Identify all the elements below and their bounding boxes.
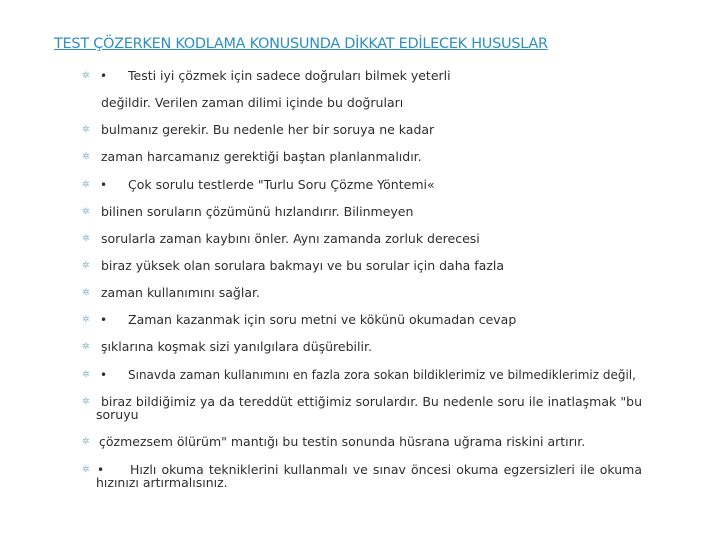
list-item-text: sorularla zaman kaybını önler. Aynı zamanda zorluk derecesi: [101, 231, 480, 246]
asterisk-bullet-icon: ✲: [82, 397, 90, 407]
asterisk-bullet-icon: ✲: [82, 234, 90, 244]
asterisk-bullet-icon: ✲: [82, 261, 90, 271]
slide-title: TEST ÇÖZERKEN KODLAMA KONUSUNDA DİKKAT EDİLECEK HUSUSLAR: [54, 36, 548, 52]
list-item-text: bulmanız gerekir. Bu nedenle her bir soruya ne kadar: [101, 122, 435, 137]
asterisk-bullet-icon: ✲: [82, 71, 90, 81]
dot-bullet-icon: •: [100, 178, 108, 192]
dot-bullet-icon: •: [100, 368, 108, 382]
list-item-text: Sınavda zaman kullanımını en fazla zora sokan bildiklerimiz ve bilmediklerimiz değil,: [128, 368, 636, 382]
asterisk-bullet-icon: ✲: [82, 465, 90, 475]
asterisk-bullet-icon: ✲: [82, 342, 90, 352]
list-item-text: biraz bildiğimiz ya da tereddüt ettiğimiz sorulardır. Bu nedenle soru ile inatlaşmak "bu: [101, 394, 642, 409]
asterisk-bullet-icon: ✲: [82, 207, 90, 217]
dot-bullet-icon: •: [100, 313, 108, 327]
list-item-text: şıklarına koşmak sizi yanılgılara düşürebilir.: [101, 339, 372, 354]
list-item-text: Hızlı okuma tekniklerini kullanmalı ve sınav öncesi okuma egzersizleri ile okuma: [130, 462, 642, 477]
asterisk-bullet-icon: ✲: [82, 125, 90, 135]
list-item-text: soruyu: [96, 407, 139, 422]
list-item-text: Zaman kazanmak için soru metni ve kökünü okumadan cevap: [128, 312, 517, 327]
list-item-text: çözmezsem ölürüm" mantığı bu testin sonunda hüsrana uğrama riskini artırır.: [99, 434, 586, 449]
asterisk-bullet-icon: ✲: [82, 180, 90, 190]
list-item-text: bilinen soruların çözümünü hızlandırır. Bilinmeyen: [101, 204, 414, 219]
dot-bullet-icon: •: [100, 69, 108, 83]
asterisk-bullet-icon: ✲: [82, 437, 90, 447]
asterisk-bullet-icon: ✲: [82, 152, 90, 162]
list-item-text: değildir. Verilen zaman dilimi içinde bu doğruları: [101, 95, 404, 110]
asterisk-bullet-icon: ✲: [82, 315, 90, 325]
dot-bullet-icon: •: [97, 463, 105, 477]
list-item-text: Çok sorulu testlerde "Turlu Soru Çözme Yöntemi«: [128, 177, 435, 192]
asterisk-bullet-icon: ✲: [82, 288, 90, 298]
list-item-text: zaman harcamanız gerektiği baştan planlanmalıdır.: [101, 149, 422, 164]
list-item-text: zaman kullanımını sağlar.: [101, 285, 260, 300]
list-item-text: hızınızı artırmalısınız.: [96, 475, 228, 490]
list-item-text: Testi iyi çözmek için sadece doğruları bilmek yeterli: [128, 68, 451, 83]
asterisk-bullet-icon: ✲: [82, 370, 90, 380]
list-item-text: biraz yüksek olan sorulara bakmayı ve bu sorular için daha fazla: [101, 258, 505, 273]
